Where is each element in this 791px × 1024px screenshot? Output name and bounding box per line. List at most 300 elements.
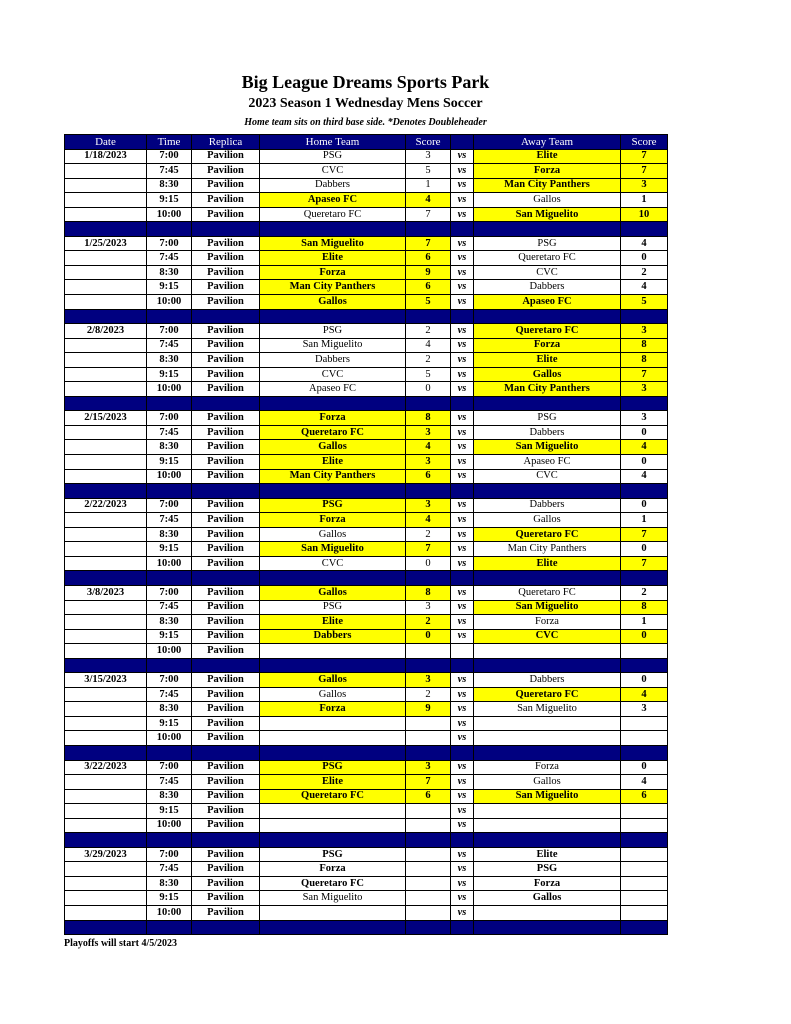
cell-home-team: Dabbers [260, 178, 406, 193]
cell-away-score: 10 [621, 207, 668, 222]
cell-away-team: Elite [474, 149, 621, 164]
cell-home-score: 2 [406, 324, 451, 339]
cell-away-score: 0 [621, 542, 668, 557]
cell-field: Pavilion [192, 818, 260, 833]
cell-vs: vs [451, 193, 474, 208]
separator-cell [451, 745, 474, 760]
separator-cell [621, 920, 668, 935]
cell-away-score [621, 818, 668, 833]
cell-away-team: San Miguelito [474, 600, 621, 615]
separator-cell [192, 833, 260, 848]
cell-time: 10:00 [147, 556, 192, 571]
separator-cell [474, 833, 621, 848]
cell-home-team [260, 818, 406, 833]
cell-home-score [406, 804, 451, 819]
table-row [65, 367, 668, 382]
separator-cell [147, 920, 192, 935]
cell-vs: vs [451, 411, 474, 426]
separator-cell [474, 309, 621, 324]
cell-time: 9:15 [147, 629, 192, 644]
cell-field: Pavilion [192, 411, 260, 426]
cell-away-team [474, 731, 621, 746]
cell-away-team: Forza [474, 615, 621, 630]
cell-vs: vs [451, 149, 474, 164]
cell-time: 8:30 [147, 265, 192, 280]
cell-home-team [260, 804, 406, 819]
cell-field: Pavilion [192, 629, 260, 644]
separator-cell [406, 833, 451, 848]
cell-vs: vs [451, 556, 474, 571]
cell-away-team: Apaseo FC [474, 295, 621, 310]
separator-cell [65, 833, 147, 848]
cell-home-score: 4 [406, 338, 451, 353]
separator-cell [451, 571, 474, 586]
cell-away-score [621, 731, 668, 746]
cell-date [65, 207, 147, 222]
separator-cell [147, 309, 192, 324]
separator-cell [260, 920, 406, 935]
cell-time: 7:00 [147, 585, 192, 600]
cell-home-score [406, 862, 451, 877]
cell-away-score: 0 [621, 251, 668, 266]
separator-cell [192, 658, 260, 673]
cell-away-score [621, 862, 668, 877]
cell-away-score: 4 [621, 440, 668, 455]
separator-cell [406, 658, 451, 673]
cell-field: Pavilion [192, 673, 260, 688]
cell-home-score [406, 905, 451, 920]
table-row [65, 789, 668, 804]
cell-home-team: Forza [260, 411, 406, 426]
cell-home-team: Forza [260, 862, 406, 877]
table-row [65, 731, 668, 746]
cell-date [65, 338, 147, 353]
table-row [65, 804, 668, 819]
cell-vs: vs [451, 862, 474, 877]
cell-away-team: Forza [474, 876, 621, 891]
cell-home-team: Elite [260, 775, 406, 790]
cell-away-score: 7 [621, 149, 668, 164]
cell-date [65, 804, 147, 819]
cell-field: Pavilion [192, 193, 260, 208]
cell-away-score: 1 [621, 615, 668, 630]
cell-time: 8:30 [147, 615, 192, 630]
cell-time: 7:45 [147, 338, 192, 353]
week-separator [65, 309, 668, 324]
cell-time: 9:15 [147, 891, 192, 906]
table-header-row [65, 135, 668, 150]
cell-vs: vs [451, 527, 474, 542]
cell-away-score: 7 [621, 164, 668, 179]
cell-vs [451, 644, 474, 659]
separator-cell [260, 309, 406, 324]
cell-home-score [406, 847, 451, 862]
cell-away-team [474, 716, 621, 731]
cell-home-team [260, 905, 406, 920]
table-row [65, 411, 668, 426]
cell-vs: vs [451, 600, 474, 615]
cell-home-score: 9 [406, 702, 451, 717]
table-row [65, 673, 668, 688]
cell-time: 7:00 [147, 760, 192, 775]
week-separator [65, 222, 668, 237]
cell-vs: vs [451, 891, 474, 906]
cell-date [65, 789, 147, 804]
cell-vs: vs [451, 280, 474, 295]
table-row [65, 295, 668, 310]
cell-home-team: Forza [260, 265, 406, 280]
cell-date [65, 775, 147, 790]
cell-home-team: PSG [260, 600, 406, 615]
cell-time: 7:45 [147, 775, 192, 790]
cell-field: Pavilion [192, 353, 260, 368]
cell-time: 10:00 [147, 207, 192, 222]
cell-home-score: 2 [406, 527, 451, 542]
cell-vs: vs [451, 265, 474, 280]
cell-vs: vs [451, 804, 474, 819]
cell-home-score: 8 [406, 585, 451, 600]
cell-home-score: 3 [406, 673, 451, 688]
cell-time: 9:15 [147, 280, 192, 295]
cell-date [65, 193, 147, 208]
cell-away-team: Queretaro FC [474, 324, 621, 339]
cell-home-team: PSG [260, 149, 406, 164]
cell-vs: vs [451, 178, 474, 193]
cell-away-score: 3 [621, 178, 668, 193]
cell-field: Pavilion [192, 324, 260, 339]
cell-date [65, 629, 147, 644]
cell-home-score [406, 818, 451, 833]
cell-away-team: Dabbers [474, 673, 621, 688]
separator-cell [451, 396, 474, 411]
cell-away-score: 6 [621, 789, 668, 804]
separator-cell [406, 920, 451, 935]
cell-time: 9:15 [147, 542, 192, 557]
separator-cell [474, 920, 621, 935]
separator-cell [147, 658, 192, 673]
cell-field: Pavilion [192, 149, 260, 164]
separator-cell [621, 396, 668, 411]
cell-home-score: 8 [406, 411, 451, 426]
cell-home-team: Gallos [260, 527, 406, 542]
table-row [65, 702, 668, 717]
cell-time: 9:15 [147, 193, 192, 208]
separator-cell [65, 484, 147, 499]
week-separator [65, 571, 668, 586]
schedule-note: Home team sits on third base side. *Denotes Doubleheader [244, 117, 487, 128]
cell-away-score: 4 [621, 775, 668, 790]
cell-time: 10:00 [147, 905, 192, 920]
cell-away-score: 3 [621, 382, 668, 397]
table-row [65, 251, 668, 266]
cell-field: Pavilion [192, 178, 260, 193]
cell-home-team: Man City Panthers [260, 469, 406, 484]
separator-cell [406, 571, 451, 586]
table-row [65, 644, 668, 659]
cell-time: 9:15 [147, 804, 192, 819]
cell-away-score: 4 [621, 280, 668, 295]
cell-field: Pavilion [192, 295, 260, 310]
separator-cell [65, 396, 147, 411]
cell-time: 10:00 [147, 469, 192, 484]
cell-away-team: PSG [474, 862, 621, 877]
cell-home-score: 4 [406, 513, 451, 528]
table-row [65, 760, 668, 775]
cell-away-score: 4 [621, 687, 668, 702]
cell-vs: vs [451, 455, 474, 470]
cell-away-score [621, 644, 668, 659]
cell-vs: vs [451, 382, 474, 397]
table-row [65, 876, 668, 891]
separator-cell [406, 396, 451, 411]
cell-field: Pavilion [192, 731, 260, 746]
cell-vs: vs [451, 847, 474, 862]
cell-home-team: CVC [260, 367, 406, 382]
cell-home-team: Queretaro FC [260, 789, 406, 804]
table-row [65, 164, 668, 179]
cell-home-score: 6 [406, 469, 451, 484]
cell-home-team: CVC [260, 556, 406, 571]
cell-home-team: Dabbers [260, 629, 406, 644]
separator-cell [192, 920, 260, 935]
cell-home-team: Elite [260, 455, 406, 470]
cell-away-score [621, 804, 668, 819]
cell-time: 8:30 [147, 527, 192, 542]
cell-vs: vs [451, 251, 474, 266]
table-row [65, 353, 668, 368]
cell-home-score: 3 [406, 149, 451, 164]
cell-time: 7:00 [147, 411, 192, 426]
table-row [65, 425, 668, 440]
cell-time: 8:30 [147, 702, 192, 717]
cell-date [65, 702, 147, 717]
separator-cell [260, 745, 406, 760]
cell-away-score: 7 [621, 556, 668, 571]
separator-cell [621, 484, 668, 499]
cell-home-team: Gallos [260, 673, 406, 688]
cell-date: 3/8/2023 [65, 585, 147, 600]
cell-field: Pavilion [192, 236, 260, 251]
cell-vs: vs [451, 425, 474, 440]
cell-time: 7:45 [147, 164, 192, 179]
cell-home-team: Apaseo FC [260, 193, 406, 208]
cell-home-score: 4 [406, 193, 451, 208]
cell-vs: vs [451, 876, 474, 891]
cell-vs: vs [451, 789, 474, 804]
cell-away-score: 1 [621, 193, 668, 208]
cell-away-team: Elite [474, 556, 621, 571]
cell-date [65, 280, 147, 295]
separator-cell [192, 484, 260, 499]
table-row [65, 818, 668, 833]
cell-vs: vs [451, 207, 474, 222]
cell-home-score: 5 [406, 295, 451, 310]
cell-field: Pavilion [192, 891, 260, 906]
cell-date [65, 382, 147, 397]
cell-home-team: Queretaro FC [260, 425, 406, 440]
cell-home-team: San Miguelito [260, 542, 406, 557]
table-row [65, 265, 668, 280]
cell-time: 10:00 [147, 295, 192, 310]
cell-away-score: 2 [621, 585, 668, 600]
cell-away-score: 4 [621, 236, 668, 251]
cell-away-team [474, 644, 621, 659]
cell-field: Pavilion [192, 600, 260, 615]
cell-home-score: 2 [406, 687, 451, 702]
cell-time: 7:45 [147, 600, 192, 615]
separator-cell [260, 833, 406, 848]
separator-cell [192, 222, 260, 237]
cell-time: 8:30 [147, 440, 192, 455]
cell-away-score: 7 [621, 367, 668, 382]
table-row [65, 193, 668, 208]
cell-away-score: 0 [621, 673, 668, 688]
table-row [65, 847, 668, 862]
separator-cell [474, 222, 621, 237]
cell-time: 9:15 [147, 716, 192, 731]
cell-away-team: Dabbers [474, 425, 621, 440]
cell-date [65, 615, 147, 630]
cell-away-team: Gallos [474, 775, 621, 790]
cell-field: Pavilion [192, 367, 260, 382]
cell-home-score: 6 [406, 280, 451, 295]
cell-vs: vs [451, 731, 474, 746]
table-row [65, 716, 668, 731]
cell-away-team: Queretaro FC [474, 251, 621, 266]
cell-date: 2/15/2023 [65, 411, 147, 426]
separator-cell [451, 658, 474, 673]
cell-home-score: 7 [406, 542, 451, 557]
cell-home-score: 0 [406, 556, 451, 571]
cell-time: 9:15 [147, 367, 192, 382]
cell-time: 9:15 [147, 455, 192, 470]
header-date: Date [65, 135, 147, 150]
cell-away-team: Gallos [474, 513, 621, 528]
cell-date [65, 367, 147, 382]
cell-home-score: 9 [406, 265, 451, 280]
schedule-table [64, 134, 668, 935]
cell-field: Pavilion [192, 876, 260, 891]
week-separator [65, 396, 668, 411]
cell-date [65, 251, 147, 266]
cell-away-team [474, 905, 621, 920]
table-row [65, 149, 668, 164]
table-row [65, 556, 668, 571]
cell-time: 7:45 [147, 425, 192, 440]
cell-away-team: Gallos [474, 193, 621, 208]
week-separator [65, 920, 668, 935]
cell-field: Pavilion [192, 644, 260, 659]
cell-home-team: PSG [260, 498, 406, 513]
cell-time: 7:45 [147, 687, 192, 702]
cell-field: Pavilion [192, 760, 260, 775]
cell-date: 3/29/2023 [65, 847, 147, 862]
cell-field: Pavilion [192, 615, 260, 630]
cell-away-team: Gallos [474, 367, 621, 382]
cell-home-team: San Miguelito [260, 338, 406, 353]
cell-home-team: Forza [260, 513, 406, 528]
cell-field: Pavilion [192, 905, 260, 920]
table-row [65, 542, 668, 557]
cell-away-team: Man City Panthers [474, 178, 621, 193]
cell-date [65, 425, 147, 440]
cell-field: Pavilion [192, 455, 260, 470]
cell-away-team: Queretaro FC [474, 527, 621, 542]
cell-time: 10:00 [147, 644, 192, 659]
separator-cell [621, 745, 668, 760]
cell-away-team: PSG [474, 236, 621, 251]
cell-date [65, 731, 147, 746]
table-row [65, 498, 668, 513]
cell-date [65, 265, 147, 280]
cell-home-team: Gallos [260, 687, 406, 702]
cell-vs: vs [451, 687, 474, 702]
separator-cell [192, 309, 260, 324]
cell-time: 7:00 [147, 149, 192, 164]
cell-home-team: CVC [260, 164, 406, 179]
cell-vs: vs [451, 236, 474, 251]
separator-cell [192, 745, 260, 760]
cell-field: Pavilion [192, 556, 260, 571]
separator-cell [406, 484, 451, 499]
cell-away-score: 8 [621, 338, 668, 353]
cell-home-score: 2 [406, 353, 451, 368]
cell-away-score: 2 [621, 265, 668, 280]
cell-home-score: 6 [406, 789, 451, 804]
separator-cell [65, 658, 147, 673]
cell-vs: vs [451, 775, 474, 790]
separator-cell [451, 920, 474, 935]
cell-away-team: Elite [474, 847, 621, 862]
table-row [65, 324, 668, 339]
page-subtitle: 2023 Season 1 Wednesday Mens Soccer [248, 96, 483, 111]
separator-cell [65, 920, 147, 935]
separator-cell [147, 222, 192, 237]
cell-date: 1/25/2023 [65, 236, 147, 251]
table-row [65, 469, 668, 484]
separator-cell [260, 396, 406, 411]
separator-cell [260, 571, 406, 586]
cell-away-team: Dabbers [474, 498, 621, 513]
cell-vs: vs [451, 295, 474, 310]
cell-date [65, 440, 147, 455]
cell-away-team [474, 818, 621, 833]
cell-home-score: 7 [406, 207, 451, 222]
cell-vs: vs [451, 615, 474, 630]
cell-away-team: CVC [474, 629, 621, 644]
cell-away-score: 0 [621, 425, 668, 440]
cell-away-score: 8 [621, 353, 668, 368]
cell-field: Pavilion [192, 251, 260, 266]
table-row [65, 862, 668, 877]
separator-cell [451, 833, 474, 848]
cell-date: 2/22/2023 [65, 498, 147, 513]
separator-cell [406, 222, 451, 237]
cell-home-team: Dabbers [260, 353, 406, 368]
cell-home-score [406, 716, 451, 731]
separator-cell [406, 309, 451, 324]
cell-away-score: 0 [621, 629, 668, 644]
cell-away-team: Queretaro FC [474, 585, 621, 600]
cell-away-score: 0 [621, 760, 668, 775]
cell-home-score: 3 [406, 600, 451, 615]
cell-vs: vs [451, 760, 474, 775]
cell-vs: vs [451, 353, 474, 368]
cell-time: 10:00 [147, 382, 192, 397]
table-row [65, 891, 668, 906]
cell-date [65, 687, 147, 702]
cell-home-team: Gallos [260, 295, 406, 310]
